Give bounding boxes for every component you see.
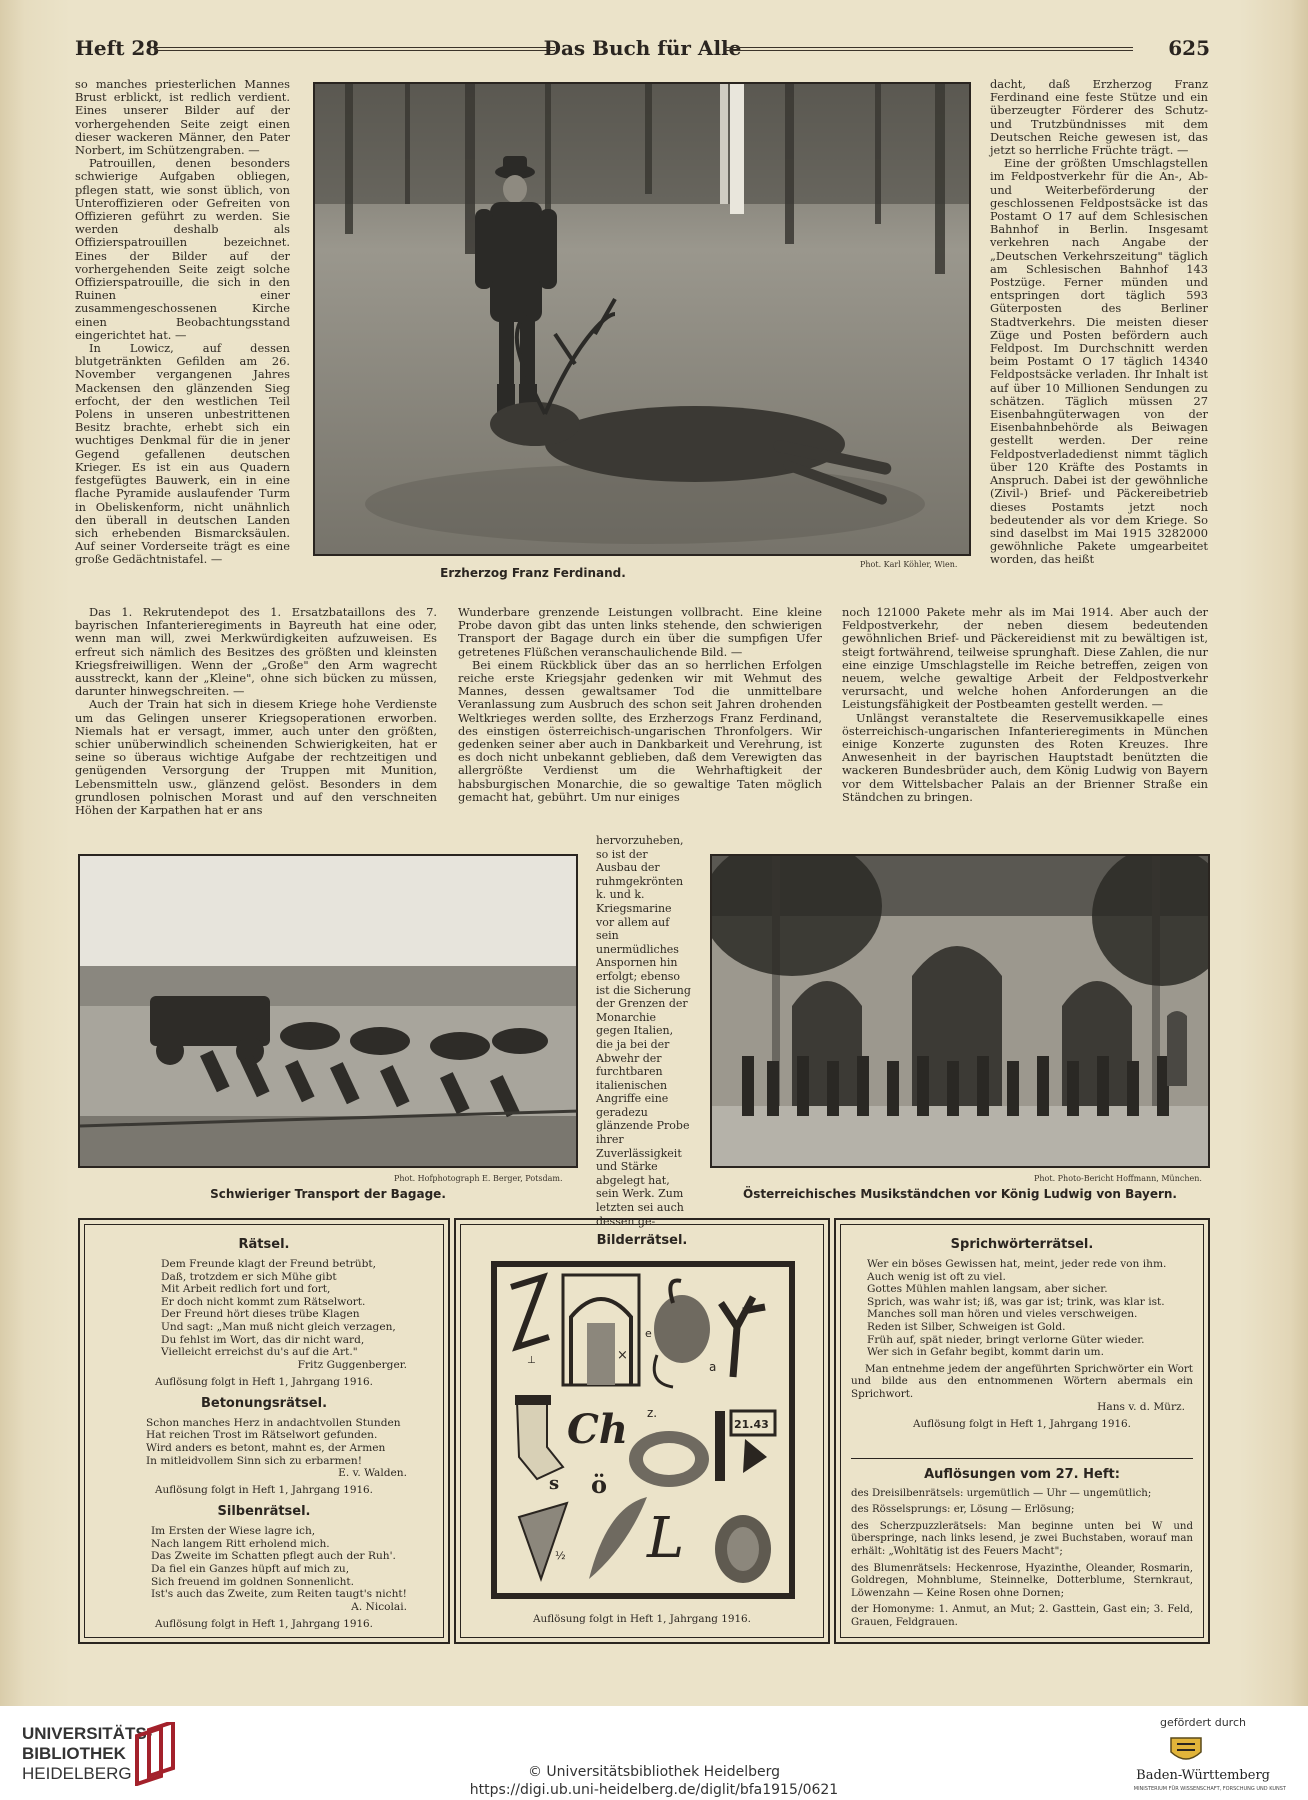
silben-author: A. Nicolai.: [351, 1600, 407, 1613]
sprich-body: Man entnehme jedem der angeführten Sprichwörter ein Wort und bilde aus den entnommenen Wörtern abermals ein Sprichwort.: [851, 1362, 1193, 1400]
silben-note: Auflösung folgt in Heft 1, Jahrgang 1916.: [155, 1617, 373, 1630]
betonung-verse: Schon manches Herz in andachtvollen Stunden Hat reichen Trost im Rätselwort gefunden. Wird anders es betont, mahnt es, der Armen In mitleidvollem Sinn sich zu erbarmen!: [146, 1416, 401, 1467]
photo-musikstaendchen: [710, 854, 1210, 1168]
sponsor-label: gefördert durch: [1159, 1716, 1246, 1729]
aufl-lines: des Dreisilbenrätsels: urgemütlich — Uhr — ungemütlich; des Rösselsprungs: er, Lösung — Erlösung; des Scherzpuzzlerätsels: Man beginne unten bei W und überspringe, nach links lesend, je zwei Buchstaben, worauf man erhält: „Wohltätig ist des Feuers Macht"; des Blumenrätsels: Heckenrose, Hyazinthe, Oleander, Rosmarin, Goldregen, Mohnblume, Steinnelke, Dotterblume, Sternkraut, Löwenzahn — Keine Rosen ohne Dornen; der Homonyme: 1. Anmut, an Mut; 2. Gasttein, Gast ein; 3. Feld, Grauen, Feldgrauen.: [851, 1487, 1193, 1628]
credit-musik: Phot. Photo-Bericht Hoffmann, München.: [1034, 1174, 1202, 1183]
permalink[interactable]: https://digi.ub.uni-heidelberg.de/diglit/bfa1915/0621: [469, 1782, 839, 1798]
raetsel-verse: Dem Freunde klagt der Freund betrübt, Daß, trotzdem er sich Mühe gibt Mit Arbeit redlich fort und fort, Er doch nicht kommt zum Rätselwort. Der Freund hört dieses trübe Klagen Und sagt: „Man muß nicht gleich verzagen, Du fehlst im Wort, das dir nicht ward, Vielleicht erreichst du's auf die Art.": [161, 1258, 396, 1359]
sprich-title: Sprichwörterrätsel.: [950, 1237, 1094, 1252]
caption-bagage: Schwieriger Transport der Bagage.: [210, 1187, 446, 1201]
puzzle-glyph-a: a: [709, 1360, 717, 1374]
photo-franz-ferdinand: [313, 82, 971, 556]
puzzle-glyph-ch: Ch: [567, 1406, 628, 1453]
paragraph: Wunderbare grenzende Leistungen vollbracht. Eine kleine Probe davon gibt das unten links stehende, den schwierigen Transport der Bagage durch ein über die sumpfigen Ufer getretenes Flüßchen veranschaulichende Bild. —: [458, 605, 822, 659]
column-mid-3: [842, 606, 1208, 804]
puzzle-glyph-z: z.: [647, 1406, 658, 1420]
betonung-note: Auflösung folgt in Heft 1, Jahrgang 1916.: [155, 1484, 373, 1497]
sprich-author: Hans v. d. Mürz.: [1097, 1400, 1185, 1413]
sponsor-name: Baden-Württemberg: [1136, 1768, 1270, 1783]
puzzle-glyph-e: e: [645, 1327, 652, 1340]
bilder-title: Bilderrätsel.: [596, 1233, 688, 1248]
puzzle-box-bilder: [454, 1218, 830, 1644]
column-mid-1: [75, 606, 437, 817]
puzzle-glyph-s: s: [549, 1473, 560, 1494]
caption-franz-ferdinand: Erzherzog Franz Ferdinand.: [440, 566, 626, 580]
sprich-lines: Wer ein böses Gewissen hat, meint, jeder rede von ihm. Auch wenig ist oft zu viel. Gottes Mühlen mahlen langsam, aber sicher. Sprich, was wahr ist; iß, was gar ist; trink, was klar ist. Manches soll man hören und vieles verschweigen. Reden ist Silber, Schweigen ist Gold. Früh auf, spät nieder, bringt verlorne Güter wieder. Wer sich in Gefahr begibt, kommt darin um.: [867, 1258, 1167, 1359]
puzzle-glyph-x: ×: [617, 1348, 628, 1363]
paragraph: noch 121000 Pakete mehr als im Mai 1914. Aber auch der Feldpostverkehr, der neben diesem bedeutenden gewöhnlichen Brief- und Päckereidienst mit zu bewältigen ist, steigt fortwährend, teilweise sprunghaft. Diese Zahlen, die nur eine einzige Umschlagstelle im Reiche betreffen, zeigen von neuem, welche gewaltige Arbeit der Feldpostverkehr verursacht, und welche hohen Anforderungen an die Leistungsfähigkeit der Postbeamten gestellt werden. —: [842, 605, 1208, 712]
raetsel-note: Auflösung folgt in Heft 1, Jahrgang 1916.: [155, 1375, 373, 1388]
sponsor-sub: MINISTERIUM FÜR WISSENSCHAFT, FORSCHUNG UND KUNST: [1133, 1786, 1286, 1792]
footer: [0, 1706, 1308, 1800]
puzzle-glyph-number: 21.43: [734, 1418, 769, 1431]
credit-bagage: Phot. Hofphotograph E. Berger, Potsdam.: [394, 1174, 563, 1183]
page-header: [75, 34, 1210, 62]
magazine-title: Das Buch für Alle: [543, 36, 742, 60]
issue-number: Heft 28: [75, 36, 160, 60]
puzzle-glyph-frac: ½: [555, 1549, 566, 1562]
column-left-top: [75, 78, 290, 567]
paragraph: Unlängst veranstaltete die Reservemusikkapelle eines österreichisch-ungarischen Infanterieregiments in München einige Konzerte zugunsten des Roten Kreuzes. Ihre Anwesenheit in der bayrischen Hauptstadt benützten die wackeren Bundesbrüder auch, dem König Ludwig von Bayern vor dem Wittelsbacher Palais an der Brienner Straße ein Ständchen zu bringen.: [842, 710, 1208, 804]
bilder-note: Auflösung folgt in Heft 1, Jahrgang 1916.: [533, 1613, 751, 1625]
ub-logo-text: UNIVERSITÄTS- BIBLIOTHEK HEIDELBERG: [22, 1724, 153, 1783]
column-mid-2: [458, 606, 822, 804]
puzzle-glyph-o: ö: [591, 1470, 608, 1499]
puzzle-box-sprich: [834, 1218, 1210, 1644]
photo-musik-image: [712, 856, 1210, 1168]
copyright: © Universitätsbibliothek Heidelberg: [527, 1764, 780, 1780]
paragraph: Bei einem Rückblick über das an so herrlichen Erfolgen reiche erste Kriegsjahr gedenken wir mit Wehmut des Mannes, dessen gewaltsamer Tod die unmittelbare Veranlassung zum Ausbruch des schon seit Jahren drohenden Weltkrieges werden sollte, des Erzherzogs Franz Ferdinand, des einstigen österreichisch-ungarischen Thronfolgers. Wir gedenken seiner aber auch in Dankbarkeit und Verehrung, ist es doch nicht unbekannt geblieben, daß dem Verewigten das allergrößte Verdienst um die Wehrhaftigkeit der habsburgischen Monarchie, die so gewaltige Taten möglich gemacht hat, gebührt. Um nur einiges: [458, 657, 822, 804]
photo-bagage-transport: [78, 854, 578, 1168]
credit-franz-ferdinand: Phot. Karl Köhler, Wien.: [860, 560, 958, 569]
aufl-title: Auflösungen vom 27. Heft:: [924, 1466, 1120, 1482]
page-number: 625: [1168, 36, 1210, 60]
paragraph: dacht, daß Erzherzog Franz Ferdinand eine feste Stütze und ein überzeugter Förderer des Schutz- und Trutzbündnisses mit dem Deutschen Reiche gewesen ist, das jetzt so herrliche Früchte trägt. —: [990, 77, 1208, 158]
state-crest-icon: [1163, 1734, 1209, 1766]
picture-puzzle: [491, 1261, 795, 1599]
column-narrow: hervorzuheben, so ist der Ausbau der ruhmgekrönten k. und k. Kriegsmarine vor allem auf sein unermüdliches Anspornen hin erfolgt; ebenso ist die Sicherung der Grenzen der Monarchie gegen Italien, die ja bei der Abwehr der furchtbaren italienischen Angriffe eine geradezu glänzende Probe ihrer Zuverlässigkeit und Stärke abgelegt hat, sein Werk. Zum letzten sei auch dessen ge-: [596, 834, 691, 1228]
puzzle-box-raetsel: [78, 1218, 450, 1644]
sprich-note: Auflösung folgt in Heft 1, Jahrgang 1916.: [913, 1417, 1131, 1430]
raetsel-author: Fritz Guggenberger.: [297, 1358, 407, 1371]
paragraph: Eine der größten Umschlagstellen im Feldpostverkehr für die An-, Ab- und Weiterbeförderung der geschlossenen Feldpostsäcke ist das Postamt O 17 auf dem Schlesischen Bahnhof in Berlin. Insgesamt verkehren nach Angabe der „Deutschen Verkehrszeitung" täglich am Schlesischen Bahnhof 143 Postzüge. Ferner münden und entspringen dort täglich 593 Güterposten des Berliner Stadtverkehrs. Die meisten dieser Züge und Posten befördern auch Feldpost. Im Durchschnitt werden beim Postamt O 17 täglich 14340 Feldpostsäcke verladen. Ihr Inhalt ist auf über 10 Millionen Sendungen zu schätzen. Täglich müssen 27 Eisenbahngüterwagen von der Eisenbahnbehörde als Beiwagen gestellt werden. Der reine Feldpostverladedienst nimmt täglich über 120 Kräfte des Postamts in Anspruch. Dabei ist der gewöhnliche (Zivil-) Brief- und Päckereibetrieb dieses Postamts jetzt noch bedeutender als vor dem Kriege. So sind daselbst im Mai 1915 3282000 gewöhnliche Pakete umgearbeitet worden, das heißt: [990, 156, 1208, 567]
betonung-title: Betonungsrätsel.: [200, 1395, 328, 1411]
paragraph: In Lowicz, auf dessen blutgetränkten Gefilden am 26. November vergangenen Jahres Mackensen den glänzenden Sieg erfocht, der den westlichen Teil Polens in unseren unbestrittenen Besitz brachte, erhebt sich ein wuchtiges Denkmal für die in jener Gegend gefallenen deutschen Krieger. Es ist ein aus Quadern festgefügtes Bauwerk, ein in eine flache Pyramide auslaufender Turm in Obeliskenform, nicht unähnlich den überall in deutschen Landen sich erhebenden Bismarcksäulen. Auf seiner Vorderseite trägt es eine große Gedächtnistafel. —: [75, 341, 290, 567]
betonung-author: E. v. Walden.: [338, 1467, 407, 1480]
paragraph: so manches priesterlichen Mannes Brust erblickt, ist redlich verdient. Eines unserer Bilder auf der vorhergehenden Seite zeigt einen dieser wackeren Männer, den Pater Norbert, im Schützengraben. —: [75, 77, 290, 158]
silben-verse: Im Ersten der Wiese lagre ich, Nach langem Ritt erholend mich. Das Zweite im Schatten pflegt auch der Ruh'. Da fiel ein Ganzes hüpft auf mich zu, Sich freuend im goldnen Sonnenlicht. Ist's auch das Zweite, zum Reiten taugt's nicht!: [151, 1525, 407, 1601]
photo-franz-ferdinand-image: [315, 84, 971, 556]
column-right-top: [990, 78, 1208, 567]
caption-musik: Österreichisches Musikständchen vor König Ludwig von Bayern.: [743, 1187, 1177, 1201]
paragraph: Auch der Train hat sich in diesem Kriege hohe Verdienste um das Gelingen unserer Kriegsoperationen erworben. Niemals hat er versagt, immer, auch unter den größten, schier unüberwindlich scheinenden Schwierigkeiten, hat er seine so überaus wichtige Aufgabe der rechtzeitigen und genügenden Versorgung der Truppen mit Munition, Lebensmitteln usw., glänzend gelöst. Besonders in dem grundlosen polnischen Morast und auf den verschneiten Höhen der Karpathen hat er ans: [75, 697, 437, 818]
photo-bagage-image: [80, 856, 578, 1168]
raetsel-title: Rätsel.: [238, 1237, 290, 1252]
paragraph: Das 1. Rekrutendepot des 1. Ersatzbataillons des 7. bayrischen Infanterieregiments in Bayreuth hat eine oder, wenn man will, zwei Merkwürdigkeiten aufzuweisen. Es erfreut sich nämlich des Besitzes des größten und kleinsten Kriegsfreiwilligen. Wenn der „Große" den Arm wagrecht ausstreckt, kann der „Kleine", ohne sich bücken zu müssen, darunter hinwegschreiten. —: [75, 605, 437, 699]
picture-puzzle-image: [497, 1267, 789, 1593]
puzzle-glyph-l: L: [647, 1506, 685, 1571]
paragraph: Patrouillen, denen besonders schwierige Aufgaben obliegen, pflegen statt, wie sonst üblich, von Unteroffizieren oder Gefreiten von Offizieren geführt zu werden. Sie werden deshalb als Offizierspatrouillen bezeichnet. Eines der Bilder auf der vorhergehenden Seite zeigt solche Offizierspatrouille, die sich in den Ruinen einer zusammengeschossenen Kirche einen Beobachtungsstand eingerichtet hat. —: [75, 156, 290, 342]
svg-text:⊥: ⊥: [527, 1355, 536, 1366]
silben-title: Silbenrätsel.: [217, 1504, 311, 1520]
